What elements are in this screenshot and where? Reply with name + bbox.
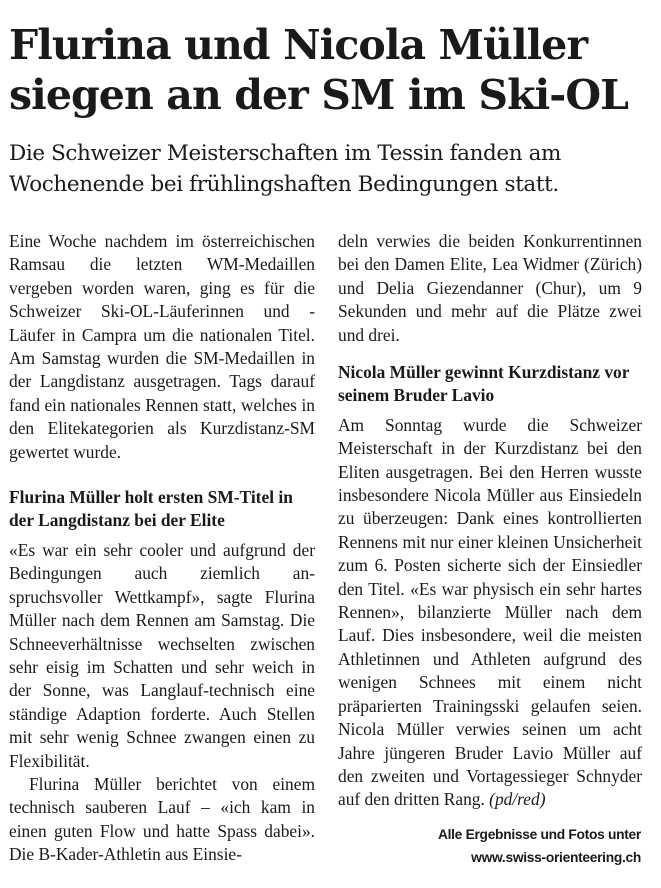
- section1-paragraph1: «Es war ein sehr cooler und aufgrund der Bedingungen auch ziemlich anspruchsvoller Wettkampf», sagte Flurina Müller nach dem Rennen am Samstag. Die Schneeverhältnisse wechselten zwischen sehr eisig im Schatten und sehr weich in der Sonne, was Langlauf-technisch eine ständige Adaption forderte. Auch Stellen mit sehr wenig Schnee zwangen einen zu Flexibilität.: [9, 539, 315, 771]
- article-column-right-top: [338, 230, 642, 347]
- results-website-link[interactable]: www.swiss-orienteering.ch: [471, 850, 641, 865]
- article-column-left: [9, 230, 315, 867]
- section2-heading: Nicola Müller gewinnt Kurzdistanz vor seinem Bruder Lavio: [338, 362, 630, 406]
- section1-heading: Flurina Müller holt ersten SM-Titel in der Langdistanz bei der Elite: [9, 487, 293, 531]
- article-column-right-content: [338, 361, 642, 812]
- section1-paragraph2-part2: deln verwies die beiden Konkurrentinnen bei den Damen Elite, Lea Widmer (Zürich) und Delia Giezendanner (Chur), um 9 Sekunden und mehr auf die Plätze zwei und drei.: [338, 231, 642, 345]
- article-lead: Die Schweizer Meisterschaften im Tessin fanden am Wochenende bei frühlingshaften Bedingungen statt.: [9, 141, 561, 197]
- section1-paragraph2-part1: Flurina Müller berichtet von einem technisch sauberen Lauf – «ich kam in einen guten Flow und hatte Spass dabei». Die B-Kader-Athletin aus Einsie-: [9, 773, 315, 865]
- results-credit-line: Alle Ergebnisse und Fotos unter: [437, 827, 641, 842]
- section2-paragraph1: Am Sonntag wurde die Schweizer Meisterschaft in der Kurzdistanz bei den Eliten ausgetragen. Bei den Herren wusste insbesondere Nicola Müller aus Einsiedeln zu überzeugen: Dank eines kontrollierten Rennens mit nur einer kleinen Unsicherheit zum 6. Posten sicherte sich der Einsiedler den Titel. «Es war physisch ein sehr hartes Rennen», bilanzierte Müller nach dem Lauf. Dies insbesondere, weil die meisten Athletinnen und Athleten aufgrund des wenigen Schnees mit einem nicht präparierten Trainingsski gelaufen seien. Nicola Müller verwies seinen um acht Jahre jüngeren Bruder Lavio Müller auf den zweiten und Vortagessieger Schnyder auf den dritten Rang. (pd/red): [338, 414, 642, 810]
- article-headline: Flurina und Nicola Müller siegen an der SM im Ski-OL: [9, 21, 629, 119]
- intro-paragraph: Eine Woche nachdem im österreichischen Ramsau die letzten WM-Medaillen vergeben worden waren, ging es für die Schweizer Ski-OL-Läuferinnen und -Läufer in Campra um die nationalen Titel. Am Samstag wurden die SM-Medaillen in der Langdistanz ausgetragen. Tags darauf fand ein nationales Rennen statt, welches in den Elitekategorien als Kurzdistanz-SM gewertet wurde.: [9, 231, 315, 462]
- byline: (pd/red): [489, 789, 546, 810]
